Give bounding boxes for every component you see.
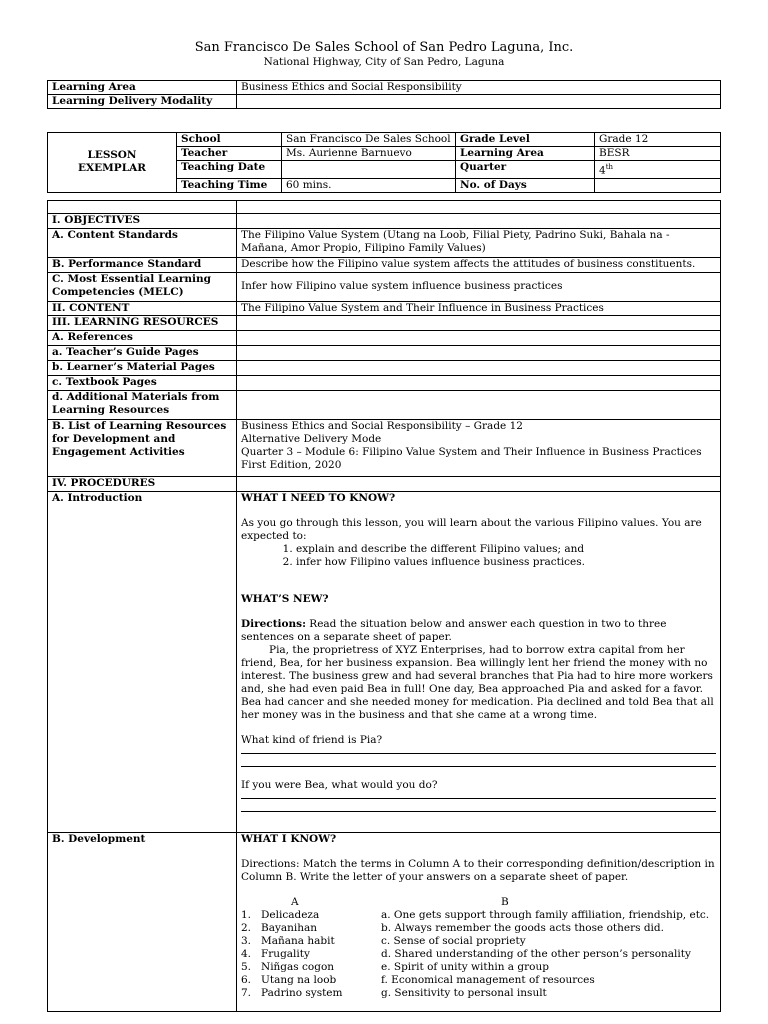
match-definition: f. Economical management of resources <box>381 973 595 986</box>
match-definition: e. Spirit of unity within a group <box>381 960 549 973</box>
match-definition: b. Always remember the goods acts those others did. <box>381 921 664 934</box>
quarter-sup: th <box>605 163 614 171</box>
match-number: 7. <box>241 986 252 999</box>
match-row <box>241 935 716 948</box>
lesson-exemplar-table <box>47 132 721 193</box>
intro-label: A. Introduction <box>52 491 143 504</box>
time-value: 60 mins. <box>282 178 456 192</box>
match-row <box>241 948 716 961</box>
lesson-plan-table <box>47 200 721 1012</box>
quarter-cell <box>595 161 721 179</box>
match-row <box>241 922 716 935</box>
match-term: Niñgas cogon <box>261 960 335 973</box>
school-name: San Francisco De Sales School of San Pedro Laguna, Inc. <box>194 40 574 55</box>
match-number: 5. <box>241 960 252 973</box>
school-address: National Highway, City of San Pedro, Laguna <box>263 56 505 68</box>
column-b-header: B <box>501 895 509 908</box>
column-headers <box>241 896 716 909</box>
content-value: The Filipino Value System and Their Influence in Business Practices <box>237 301 721 316</box>
list-value-2: Alternative Delivery Mode <box>241 432 382 445</box>
match-term: Bayanihan <box>261 921 318 934</box>
directions-label: Directions: <box>241 617 306 630</box>
dev-content <box>237 832 721 1012</box>
match-definition: a. One gets support through family affiliation, friendship, etc. <box>381 908 710 921</box>
learning-area-table <box>47 80 721 109</box>
list-value-3: Quarter 3 – Module 6: Filipino Value System and Their Influence in Business Practices <box>241 445 702 458</box>
intro-item-1: 1. explain and describe the different Filipino values; and <box>296 543 716 556</box>
time-label: Teaching Time <box>181 178 268 191</box>
exemplar-title: LESSON EXEMPLAR <box>78 149 146 175</box>
match-definition: c. Sense of social propriety <box>381 934 526 947</box>
performance-value: Describe how the Filipino value system affects the attitudes of business constituents. <box>237 257 721 272</box>
question-1: What kind of friend is Pia? <box>241 733 383 746</box>
school-label: School <box>181 133 221 145</box>
question-2: If you were Bea, what would you do? <box>241 778 438 791</box>
match-term: Utang na loob <box>261 973 337 986</box>
dev-heading: WHAT I KNOW? <box>241 832 337 845</box>
match-row <box>241 974 716 987</box>
answer-line <box>241 798 716 799</box>
area-label: Learning Area <box>460 147 544 159</box>
teacher-label: Teacher <box>181 147 228 159</box>
days-value <box>595 178 721 192</box>
intro-heading: WHAT I NEED TO KNOW? <box>241 491 396 504</box>
am-label: d. Additional Materials from Learning Resources <box>52 391 220 417</box>
dev-label: B. Development <box>52 832 146 845</box>
content-standards-label: A. Content Standards <box>52 228 178 241</box>
match-row <box>241 909 716 922</box>
directions <box>241 618 716 644</box>
match-list <box>241 909 716 1000</box>
directions-text: Read the situation below and answer each question in two to three sentences on a separate sheet of paper. <box>241 617 667 643</box>
match-number: 2. <box>241 921 252 934</box>
list-value-1: Business Ethics and Social Responsibility – Grade 12 <box>241 419 523 432</box>
grade-value: Grade 12 <box>595 133 721 147</box>
melc-label: C. Most Essential Learning Competencies (MELC) <box>52 272 211 298</box>
grade-label: Grade Level <box>460 133 530 145</box>
match-number: 4. <box>241 947 252 960</box>
match-definition: g. Sensitivity to personal insult <box>381 986 547 999</box>
list-value-4: First Edition, 2020 <box>241 458 342 471</box>
intro-content <box>237 491 721 832</box>
days-label: No. of Days <box>460 178 527 191</box>
list-value <box>237 419 721 476</box>
list-label: B. List of Learning Resources for Development and Engagement Activities <box>52 419 227 458</box>
answer-line <box>241 811 716 812</box>
procedures-label: IV. PROCEDURES <box>52 476 156 489</box>
content-standards-value: The Filipino Value System (Utang na Loob, Filial Piety, Padrino Suki, Bahala na - Mañana, Amor Propio, Filipino Family Values) <box>237 228 721 257</box>
learning-area-value: Business Ethics and Social Responsibility <box>237 81 721 95</box>
dev-directions: Directions: Match the terms in Column A to their corresponding definition/description in Column B. Write the letter of your answers on a separate sheet of paper. <box>241 857 715 883</box>
modality-value <box>237 95 721 109</box>
melc-value: Infer how Filipino value system influence business practices <box>237 272 721 301</box>
tg-label: a. Teacher’s Guide Pages <box>52 346 199 359</box>
teacher-value: Ms. Aurienne Barnuevo <box>282 147 456 161</box>
performance-label: B. Performance Standard <box>52 257 202 270</box>
resources-label: III. LEARNING RESOURCES <box>52 316 219 329</box>
date-value <box>282 161 456 179</box>
lm-label: b. Learner’s Material Pages <box>52 361 215 374</box>
story: Pia, the proprietress of XYZ Enterprises, had to borrow extra capital from her friend, Bea, for her business expansion. Bea willingly lent her friend the money with no interest. The business grew and had several branches that Pia had to hire more workers and, she had even paid Bea in full! One day, Bea approached Pia and asked for a favor. Bea had cancer and she needed money for medication. Pia declined and told Bea that all her money was in the business and that she came at a wrong time. <box>241 643 714 721</box>
match-term: Frugality <box>261 947 310 960</box>
quarter-label: Quarter <box>460 161 507 173</box>
modality-label: Learning Delivery Modality <box>52 95 213 107</box>
intro-text: As you go through this lesson, you will learn about the various Filipino values. You are expected to: <box>241 516 702 542</box>
match-term: Padrino system <box>261 986 343 999</box>
match-term: Mañana habit <box>261 934 335 947</box>
match-number: 1. <box>241 908 252 921</box>
match-row <box>241 987 716 1000</box>
column-a-header: A <box>291 895 299 908</box>
date-label: Teaching Date <box>181 161 266 173</box>
match-number: 6. <box>241 973 252 986</box>
new-heading: WHAT’S NEW? <box>241 592 329 605</box>
intro-item-2: 2. infer how Filipino values influence business practices. <box>296 556 716 569</box>
tb-label: c. Textbook Pages <box>52 376 157 389</box>
learning-area-label: Learning Area <box>52 81 136 93</box>
quarter-value: 4 <box>599 164 606 177</box>
references-label: A. References <box>52 331 133 344</box>
match-row <box>241 961 716 974</box>
content-label: II. CONTENT <box>52 301 130 314</box>
answer-line <box>241 753 716 754</box>
school-value: San Francisco De Sales School <box>282 133 456 147</box>
match-definition: d. Shared understanding of the other person’s personality <box>381 947 691 960</box>
match-term: Delicadeza <box>261 908 320 921</box>
match-number: 3. <box>241 934 252 947</box>
objectives-label: I. OBJECTIVES <box>52 214 141 226</box>
area-value: BESR <box>595 147 721 161</box>
